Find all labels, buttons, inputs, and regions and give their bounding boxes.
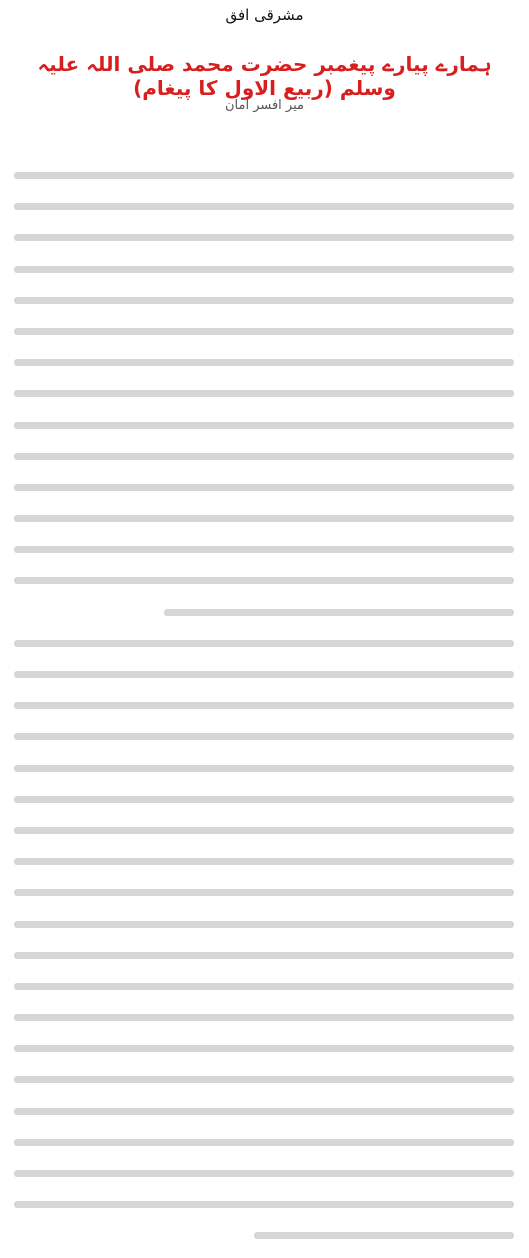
author-byline: میر افسر امان [224,98,304,113]
body-line [14,1189,514,1220]
body-line [14,254,514,285]
body-line [14,1002,514,1033]
body-line [14,503,514,534]
body-line [14,285,514,316]
body-line [14,940,514,971]
body-line [14,534,514,565]
body-line [14,753,514,784]
body-line [14,191,514,222]
body-line [14,784,514,815]
body-line [14,1096,514,1127]
body-line [14,1220,514,1251]
body-line [14,378,514,409]
body-line [14,909,514,940]
body-line [14,160,514,191]
body-line [14,1064,514,1095]
body-line [14,721,514,752]
body-line [14,472,514,503]
body-line [14,347,514,378]
body-line [14,846,514,877]
body-line [14,815,514,846]
body-line [14,441,514,472]
article-body [14,160,514,1252]
body-line [14,659,514,690]
body-line [14,316,514,347]
body-line [14,971,514,1002]
body-line [14,1127,514,1158]
body-line [14,222,514,253]
section-label: مشرقی افق [225,6,304,24]
body-line [14,690,514,721]
body-line [14,877,514,908]
body-line [14,628,514,659]
body-line [14,1033,514,1064]
body-line [14,597,514,628]
body-line [14,410,514,441]
body-line [14,1158,514,1189]
body-line [14,565,514,596]
article-headline: ہمارے پیارے پیغمبر حضرت محمد صلی اللہ علیہ وسلم (ربیع الاول کا پیغام) [37,52,492,100]
